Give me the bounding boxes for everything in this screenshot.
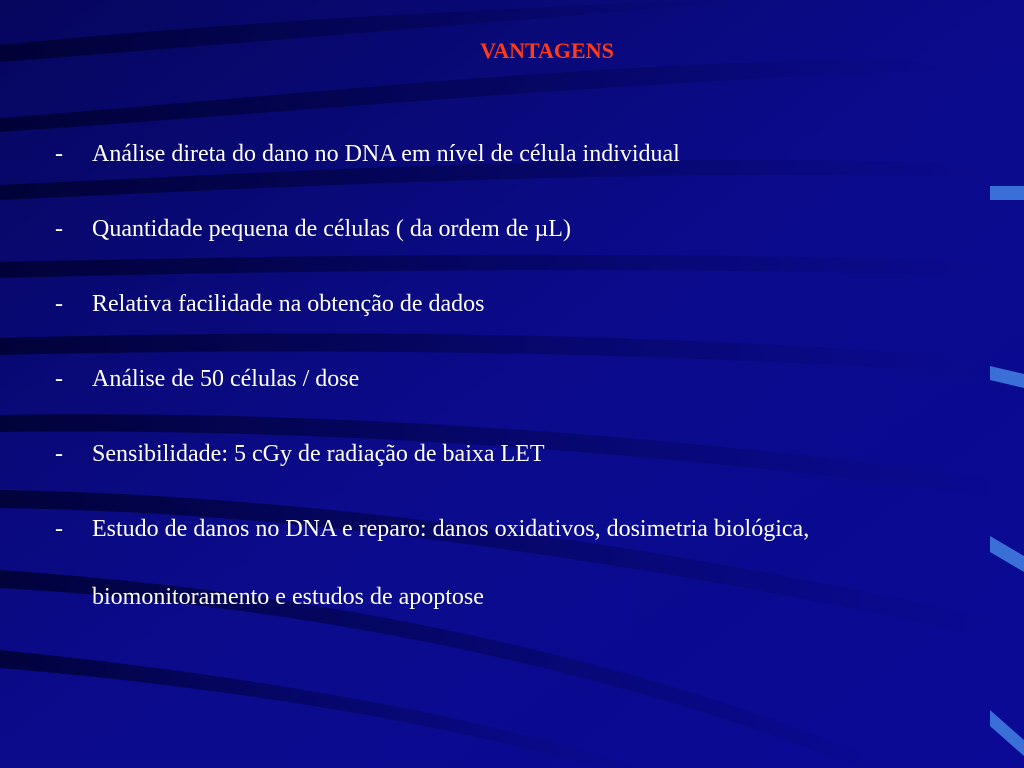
bullet-item xyxy=(0,215,972,243)
bullet-dash: - xyxy=(55,216,63,242)
bullet-text: Análise direta do dano no DNA em nível de célula individual xyxy=(92,141,680,167)
bullet-text: Relativa facilidade na obtenção de dados xyxy=(92,291,485,317)
bullet-item xyxy=(0,365,972,393)
bullet-item xyxy=(0,140,972,168)
bullet-dash: - xyxy=(55,291,63,317)
bullet-list xyxy=(0,140,1024,678)
bullet-dash: - xyxy=(55,141,63,167)
bullet-text: Estudo de danos no DNA e reparo: danos oxidativos, dosimetria biológica, biomonitoramento e estudos de apoptose xyxy=(92,516,810,610)
bullet-dash: - xyxy=(55,441,63,467)
bullet-text: Sensibilidade: 5 cGy de radiação de baixa LET xyxy=(92,441,545,467)
slide-title: VANTAGENS xyxy=(480,38,614,63)
bullet-text: Quantidade pequena de células ( da ordem de µL) xyxy=(92,216,571,242)
bullet-text: Análise de 50 células / dose xyxy=(92,366,360,392)
bullet-item xyxy=(0,440,972,468)
bullet-item xyxy=(0,290,972,318)
bullet-dash: - xyxy=(55,516,63,542)
bullet-dash: - xyxy=(55,366,63,392)
bullet-item xyxy=(0,495,972,631)
